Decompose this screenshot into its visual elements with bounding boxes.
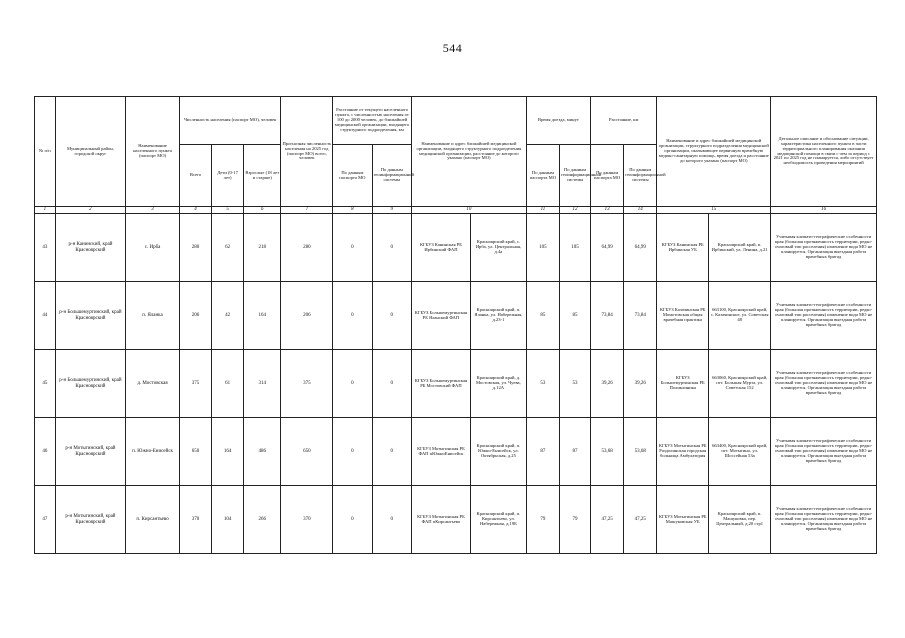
table-row [35, 418, 877, 486]
district-cell: р-н Мотыгинский, край Красноярский [55, 418, 125, 486]
district-cell: р-н Мотыгинский, край Красноярский [55, 486, 125, 554]
row-number: 44 [35, 282, 56, 350]
time-gis-cell: 79 [559, 486, 590, 554]
pop-adults-cell: 486 [244, 418, 281, 486]
mo-address-cell: Красноярский край, с. Ирба, ул. Центральная, д.4а [470, 214, 526, 282]
dist-gis-cell: 0 [372, 282, 411, 350]
district-cell: р-н Канинский, край Красноярский [55, 214, 125, 282]
pmo-name-cell: КГБУЗ Канинская РБ Ирбинская УБ [657, 214, 709, 282]
header-nearest-mo: Наименование и адрес ближайшей медицинской организации, входящего структурного подразделения медицинской организации, расстояние до которого указано (паспорт МО) [411, 97, 526, 207]
header-km-gis: По данным геоинформационной системы [624, 145, 657, 207]
pmo-address-cell: 663100, Красноярский край, с. Казачинское, ул. Советская 48 [709, 282, 771, 350]
mo-name-cell: КГБУЗ Канинская РБ Ирбинский ФАП [411, 214, 470, 282]
km-passport-cell: 53,68 [591, 418, 624, 486]
pop-children-cell: 104 [212, 486, 244, 554]
column-number: 1 [35, 207, 56, 214]
forecast-cell: 280 [281, 214, 333, 282]
column-number: 13 [591, 207, 624, 214]
km-passport-cell: 39,26 [591, 350, 624, 418]
dist-passport-cell: 0 [333, 214, 372, 282]
pmo-address-cell: 663400, Красноярский край, пгт. Мотыгино, ул. Шоссейная 53а [709, 418, 771, 486]
column-number: 4 [179, 207, 211, 214]
table-row [35, 214, 877, 282]
dist-passport-cell: 0 [333, 282, 372, 350]
km-passport-cell: 47,25 [591, 486, 624, 554]
pop-adults-cell: 266 [244, 486, 281, 554]
time-gis-cell: 85 [559, 282, 590, 350]
time-passport-cell: 105 [526, 214, 559, 282]
km-gis-cell: 47,25 [624, 486, 657, 554]
header-num: № п/п [35, 97, 56, 207]
settlements-table [34, 96, 877, 554]
mo-name-cell: КГБУЗ Большемуртинская РБ Яланский ФАП [411, 282, 470, 350]
pmo-address-cell: 663060, Красноярский край, пгт. Большая Мурта, ул. Советская 152 [709, 350, 771, 418]
district-cell: р-н Большемуртинский, край Красноярский [55, 350, 125, 418]
settlement-cell: п. Кирсантьево [126, 486, 180, 554]
pop-children-cell: 164 [212, 418, 244, 486]
pmo-address-cell: Красноярский край, п. Ирбинский, ул. Ленина, д.21 [709, 214, 771, 282]
forecast-cell: 650 [281, 418, 333, 486]
time-passport-cell: 87 [526, 418, 559, 486]
pmo-name-cell: КГБУЗ Мотыгинская РБ Машуковская УБ [657, 486, 709, 554]
km-passport-cell: 64,99 [591, 214, 624, 282]
header-time-group: Время доезда, минут [526, 97, 590, 145]
column-number: 8 [333, 207, 372, 214]
forecast-cell: 375 [281, 350, 333, 418]
dist-passport-cell: 0 [333, 418, 372, 486]
forecast-cell: 370 [281, 486, 333, 554]
column-number: 16 [771, 207, 877, 214]
settlement-cell: с. Ирба [126, 214, 180, 282]
time-gis-cell: 87 [559, 418, 590, 486]
header-km-group: Расстояние, км [591, 97, 657, 145]
pop-adults-cell: 314 [244, 350, 281, 418]
mo-address-cell: Красноярский край, п. Яланка, ул. Набережная, д.23-1 [470, 282, 526, 350]
settlement-cell: п. Яланка [126, 282, 180, 350]
time-gis-cell: 53 [559, 350, 590, 418]
district-cell: р-н Большемуртинский, край Красноярский [55, 282, 125, 350]
time-passport-cell: 85 [526, 282, 559, 350]
column-number: 5 [212, 207, 244, 214]
header-district: Муниципальный район, городской округ [55, 97, 125, 207]
km-gis-cell: 64,99 [624, 214, 657, 282]
pmo-address-cell: Красноярский край, п. Машуковка, пер. Центральный, д.20 стр1 [709, 486, 771, 554]
pop-adults-cell: 164 [244, 282, 281, 350]
header-km-passport: По данным паспорта МО [591, 145, 624, 207]
km-passport-cell: 73,84 [591, 282, 624, 350]
column-number: 15 [657, 207, 771, 214]
header-time-passport: По данным паспорта МО [526, 145, 559, 207]
header-time-gis: По данным геоинформационной системы [559, 145, 590, 207]
row-number: 45 [35, 350, 56, 418]
header-dist-passport: По данным паспорта МО [333, 145, 372, 207]
mo-address-cell: Красноярский край, п. Кирсантьево, ул. Набережная, д.19Б [470, 486, 526, 554]
table-row [35, 350, 877, 418]
header-pop-adults: Взрослые (18 лет и старше) [244, 145, 281, 207]
description-cell: Учитывая климато-географические особенности края (большая протяженность территории, редко-очаговый тип расселения) изменение вида МО не планируется. Организация выездная работа врачебных бригад [771, 282, 877, 350]
pop-total-cell: 375 [179, 350, 211, 418]
time-passport-cell: 53 [526, 350, 559, 418]
column-number: 9 [372, 207, 411, 214]
settlement-cell: п. Южно-Енисейск [126, 418, 180, 486]
pmo-name-cell: КГБУЗ Казачинская РБ Момотовская общая врачебная практика [657, 282, 709, 350]
km-gis-cell: 53,68 [624, 418, 657, 486]
column-number: 14 [624, 207, 657, 214]
pop-children-cell: 61 [212, 350, 244, 418]
description-cell: Учитывая климато-географические особенности края (большая протяженность территории, редко-очаговый тип расселения) изменение вида МО не планируется. Организация выездная работа врачебных бригад [771, 350, 877, 418]
row-number: 47 [35, 486, 56, 554]
header-description: Детальное описание и обоснование ситуации, характеристика населенного пункта в части территориального планирования оказания медицинской помощи в связи с чем за период с 2021 по 2025 год не планируется, либо отсутствует необходимость проведения мероприятий [771, 97, 877, 207]
description-cell: Учитывая климато-географические особенности края (большая протяженность территории, редко-очаговый тип расселения) изменение вида МО не планируется. Организация выездная работа врачебных бригад [771, 418, 877, 486]
header-pop-children: Дети (0-17 лет) [212, 145, 244, 207]
pop-children-cell: 62 [212, 214, 244, 282]
pop-total-cell: 650 [179, 418, 211, 486]
dist-gis-cell: 0 [372, 214, 411, 282]
time-gis-cell: 105 [559, 214, 590, 282]
header-settlement: Наименование населенного пункта (паспорт МО) [126, 97, 180, 207]
header-pop-total: Всего [179, 145, 211, 207]
row-number: 46 [35, 418, 56, 486]
page-number: 544 [442, 41, 463, 55]
dist-passport-cell: 0 [333, 486, 372, 554]
column-number: 2 [55, 207, 125, 214]
dist-passport-cell: 0 [333, 350, 372, 418]
mo-address-cell: Красноярский край, п. Южно-Енисейск, ул. Октябрьская, д.25 [470, 418, 526, 486]
header-primary-mo: Наименование и адрес ближайшей медицинской организации, структурного подразделения медицинской организации, оказывающее первичную врачебную медико-санитарную помощь, время доезда и расстояние до которого указано (паспорт МО) [657, 97, 771, 207]
pop-total-cell: 206 [179, 282, 211, 350]
mo-name-cell: КГБУЗ Мотыгинская РБ ФАП пКирсантьево [411, 486, 470, 554]
dist-gis-cell: 0 [372, 418, 411, 486]
mo-address-cell: Красноярский край, д. Мостовская, ул. Чуева, д.12А [470, 350, 526, 418]
pop-total-cell: 370 [179, 486, 211, 554]
column-number: 11 [526, 207, 559, 214]
km-gis-cell: 73,84 [624, 282, 657, 350]
table-row [35, 486, 877, 554]
description-cell: Учитывая климато-географические особенности края (большая протяженность территории, редко-очаговый тип расселения) изменение вида МО не планируется. Организация выездная работа врачебных бригад [771, 214, 877, 282]
mo-name-cell: КГБУЗ Большемуртинская РБ Мостовский ФАП [411, 350, 470, 418]
column-number: 3 [126, 207, 180, 214]
settlement-cell: д. Мостовская [126, 350, 180, 418]
dist-gis-cell: 0 [372, 350, 411, 418]
pmo-name-cell: КГБУЗ Мотыгинская РБ Раздолинская городская больница Амбулатория [657, 418, 709, 486]
header-population-group: Численность населения (паспорт МО), человек [179, 97, 281, 145]
dist-gis-cell: 0 [372, 486, 411, 554]
header-dist-gis: По данным геоинформационной системы [372, 145, 411, 207]
header-forecast: Прогнозная численность населения на 2025 год (паспорт МО) всего, человек [281, 97, 333, 207]
forecast-cell: 206 [281, 282, 333, 350]
row-number: 43 [35, 214, 56, 282]
pmo-name-cell: КГБУЗ Большемуртинская РБ Поликлиника [657, 350, 709, 418]
pop-children-cell: 42 [212, 282, 244, 350]
time-passport-cell: 79 [526, 486, 559, 554]
column-number: 6 [244, 207, 281, 214]
column-number: 7 [281, 207, 333, 214]
km-gis-cell: 39,26 [624, 350, 657, 418]
table-row [35, 282, 877, 350]
description-cell: Учитывая климато-географические особенности края (большая протяженность территории, редко-очаговый тип расселения) изменение вида МО не планируется. Организация выездная работа врачебных бригад [771, 486, 877, 554]
pop-adults-cell: 218 [244, 214, 281, 282]
pop-total-cell: 280 [179, 214, 211, 282]
column-number: 10 [411, 207, 526, 214]
header-distance-group: Расстояние от текущего населенного пункта, с численностью населения от 100 до 2000 человек, до ближайшей медицинской организации, входящего структурного подразделения, км [333, 97, 412, 145]
column-number: 12 [559, 207, 590, 214]
mo-name-cell: КГБУЗ Мотыгинская РБ ФАП пЮжноЕнисейск [411, 418, 470, 486]
